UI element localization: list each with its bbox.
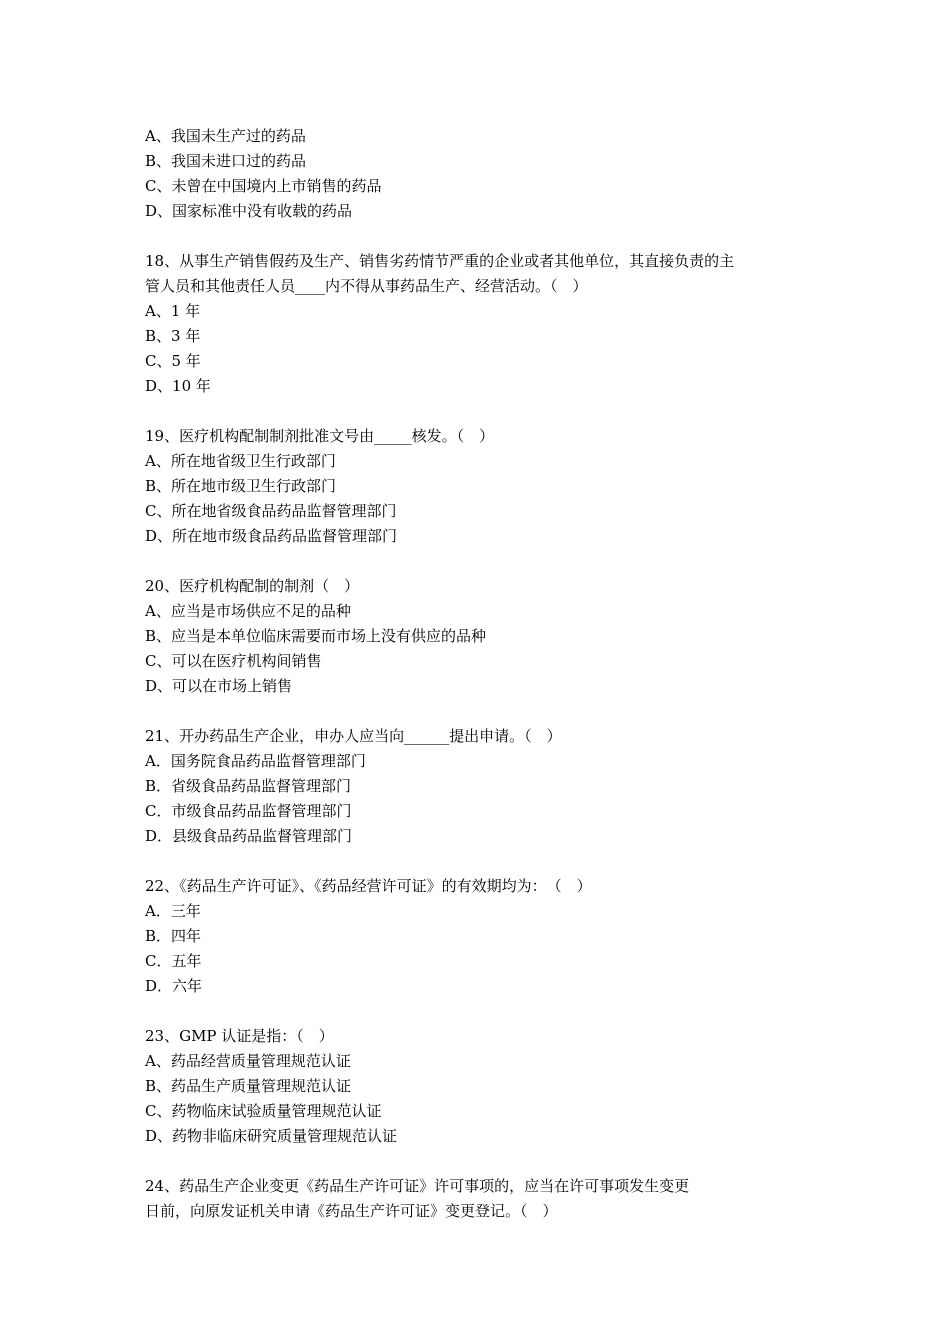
question-18 — [145, 249, 810, 399]
option-d: D．六年 — [145, 977, 203, 995]
question-22 — [145, 874, 810, 999]
question-stem: 22、《药品生产许可证》、《药品经营许可证》的有效期均为： （ ） — [145, 877, 592, 895]
option-c: C、可以在医疗机构间销售 — [145, 652, 322, 670]
option-d: D、国家标准中没有收载的药品 — [145, 202, 353, 220]
option-d: D、10 年 — [145, 377, 211, 395]
option-c: C．五年 — [145, 952, 202, 970]
question-stem: 23、GMP 认证是指：（ ） — [145, 1027, 334, 1045]
option-a: A．三年 — [145, 902, 201, 920]
option-b: B、所在地市级卫生行政部门 — [145, 477, 337, 495]
option-b: B、3 年 — [145, 327, 201, 345]
option-b: B．四年 — [145, 927, 202, 945]
spacer — [145, 224, 810, 249]
option-a: A、所在地省级卫生行政部门 — [145, 452, 336, 470]
question-23 — [145, 1024, 810, 1149]
option-a: A、药品经营质量管理规范认证 — [145, 1052, 351, 1070]
option-c: C．市级食品药品监督管理部门 — [145, 802, 352, 820]
question-stem-line-2: 日前，向原发证机关申请《药品生产许可证》变更登记。（ ） — [145, 1202, 558, 1220]
question-20 — [145, 574, 810, 699]
spacer — [145, 849, 810, 874]
option-a: A．国务院食品药品监督管理部门 — [145, 752, 366, 770]
exam-page — [145, 124, 810, 1224]
option-a: A、我国未生产过的药品 — [145, 127, 306, 145]
question-stem: 19、医疗机构配制制剂批准文号由_____核发。（ ） — [145, 427, 495, 445]
spacer — [145, 699, 810, 724]
spacer — [145, 999, 810, 1024]
option-a: A、应当是市场供应不足的品种 — [145, 602, 351, 620]
question-24 — [145, 1174, 810, 1224]
question-stem-line-1: 24、药品生产企业变更《药品生产许可证》许可事项的，应当在许可事项发生变更 — [145, 1177, 690, 1195]
option-d: D、所在地市级食品药品监督管理部门 — [145, 527, 398, 545]
option-d: D、可以在市场上销售 — [145, 677, 293, 695]
option-b: B、药品生产质量管理规范认证 — [145, 1077, 352, 1095]
option-c: C、所在地省级食品药品监督管理部门 — [145, 502, 397, 520]
option-b: B、应当是本单位临床需要而市场上没有供应的品种 — [145, 627, 487, 645]
question-stem-line-1: 18、从事生产销售假药及生产、销售劣药情节严重的企业或者其他单位，其直接负责的主 — [145, 252, 735, 270]
option-c: C、药物临床试验质量管理规范认证 — [145, 1102, 382, 1120]
option-c: C、未曾在中国境内上市销售的药品 — [145, 177, 382, 195]
option-d: D、药物非临床研究质量管理规范认证 — [145, 1127, 398, 1145]
option-c: C、5 年 — [145, 352, 201, 370]
question-stem-line-2: 管人员和其他责任人员____内不得从事药品生产、经营活动。（ ） — [145, 277, 588, 295]
option-b: B．省级食品药品监督管理部门 — [145, 777, 352, 795]
spacer — [145, 399, 810, 424]
question-stem: 20、医疗机构配制的制剂（ ） — [145, 577, 360, 595]
question-19 — [145, 424, 810, 549]
option-b: B、我国未进口过的药品 — [145, 152, 307, 170]
question-21 — [145, 724, 810, 849]
question-stem: 21、开办药品生产企业，申办人应当向______提出申请。（ ） — [145, 727, 562, 745]
spacer — [145, 549, 810, 574]
question-17-options — [145, 124, 810, 224]
option-d: D．县级食品药品监督管理部门 — [145, 827, 353, 845]
option-a: A、1 年 — [145, 302, 201, 320]
spacer — [145, 1149, 810, 1174]
